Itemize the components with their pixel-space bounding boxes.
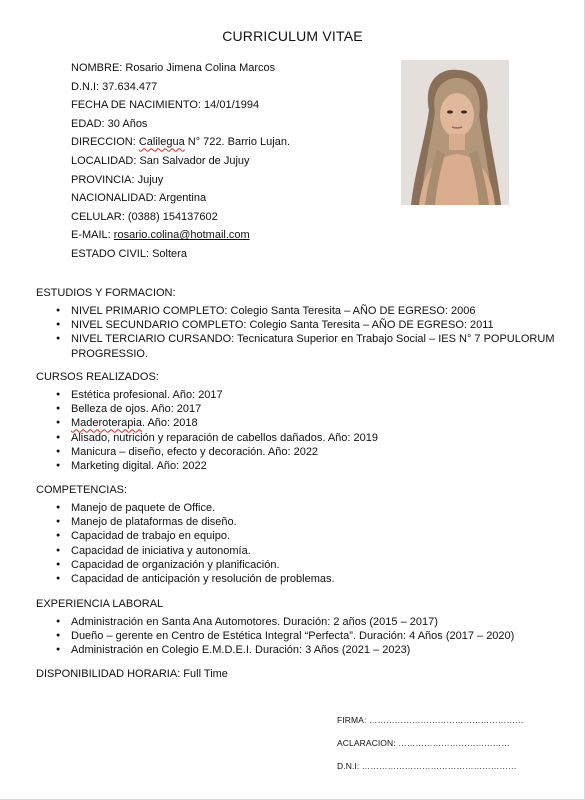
list-item: ● Administración en Colegio E.M.D.E.I. Duración: 3 Años (2021 – 2023): [36, 643, 585, 657]
profile-photo: [401, 60, 509, 205]
list-item: ● Capacidad de anticipación y resolución de problemas.: [36, 572, 585, 586]
page-title: CURRICULUM VITAE: [222, 28, 363, 44]
email-label: E-MAIL:: [71, 229, 114, 242]
experiencia-section: [36, 597, 585, 658]
list-item: ● Alisado, nutrición y reparación de cabellos dañados. Año: 2019: [36, 431, 585, 445]
nacionalidad-field: NACIONALIDAD: Argentina: [71, 192, 207, 205]
estudios-section: [36, 286, 585, 361]
email-link[interactable]: rosario.colina@hotmail.com: [113, 229, 250, 242]
list-item: ● NIVEL SECUNDARIO COMPLETO: Colegio Santa Teresita – AÑO DE EGRESO: 2011: [36, 318, 585, 332]
list-item: ● NIVEL PRIMARIO COMPLETO: Colegio Santa Teresita – AÑO DE EGRESO: 2006: [36, 304, 585, 318]
list-item: ● Dueño – gerente en Centro de Estética Integral “Perfecta”. Duración: 4 Años (2017 – 2020): [36, 629, 585, 643]
list-item: ● Capacidad de iniciativa y autonomía.: [36, 544, 585, 558]
list-item: ● NIVEL TERCIARIO CURSANDO: Tecnicatura Superior en Trabajo Social – IES N° 7 POPULORUM PROGRESSIO.: [36, 332, 585, 360]
estudios-heading: ESTUDIOS Y FORMACION:: [36, 287, 176, 299]
maderoterapia-rest: . Año: 2018: [141, 417, 198, 430]
direccion-label: DIRECCION:: [71, 136, 139, 149]
list-item: ● Manicura – diseño, efecto y decoración. Año: 2022: [36, 445, 585, 459]
disponibilidad-line: DISPONIBILIDAD HORARIA: Full Time: [36, 668, 228, 680]
list-item: ● Capacidad de trabajo en equipo.: [36, 529, 585, 543]
list-item: ● Manejo de paquete de Office.: [36, 501, 585, 515]
list-item: ● Administración en Santa Ana Automotores. Duración: 2 años (2015 – 2017): [36, 615, 585, 629]
direccion-field: [71, 133, 290, 152]
experiencia-heading: EXPERIENCIA LABORAL: [36, 598, 164, 610]
aclaracion-line: ACLARACION: …………………………………: [337, 738, 510, 748]
list-item: ● Marketing digital. Año: 2022: [36, 459, 585, 473]
firma-line: FIRMA: ………………………………………………: [337, 715, 524, 725]
list-item: [36, 416, 585, 430]
competencias-list: [36, 501, 585, 586]
edad-field: EDAD: 30 Años: [71, 117, 148, 130]
direccion-street: Calilegua: [138, 136, 185, 149]
estado-civil-field: ESTADO CIVIL: Soltera: [71, 247, 187, 260]
cursos-section: [36, 370, 585, 473]
dni-field: D.N.I: 37.634.477: [71, 80, 158, 93]
celular-field: CELULAR: (0388) 154137602: [71, 210, 218, 223]
personal-info: [71, 59, 290, 264]
competencias-section: [36, 483, 585, 586]
direccion-rest: N° 722. Barrio Lujan.: [184, 136, 291, 149]
maderoterapia-word: Maderoterapia: [71, 417, 142, 430]
provincia-field: PROVINCIA: Jujuy: [71, 173, 164, 186]
fecha-nacimiento-field: FECHA DE NACIMIENTO: 14/01/1994: [71, 99, 260, 112]
email-field: [71, 226, 290, 245]
competencias-heading: COMPETENCIAS:: [36, 484, 128, 496]
dni-signature-line: D.N.I: ………………………………………………: [337, 761, 517, 771]
cursos-heading: CURSOS REALIZADOS:: [36, 371, 159, 383]
list-item: ● Manejo de plataformas de diseño.: [36, 515, 585, 529]
estudios-list: [36, 304, 585, 361]
experiencia-list: [36, 615, 585, 658]
list-item: ● Estética profesional. Año: 2017: [36, 388, 585, 402]
list-item: ● Belleza de ojos. Año: 2017: [36, 402, 585, 416]
portrait-illustration: [401, 60, 509, 205]
list-item: ● Capacidad de organización y planificación.: [36, 558, 585, 572]
nombre-field: NOMBRE: Rosario Jimena Colina Marcos: [71, 62, 276, 74]
cursos-list: [36, 388, 585, 473]
localidad-field: LOCALIDAD: San Salvador de Jujuy: [71, 154, 250, 167]
